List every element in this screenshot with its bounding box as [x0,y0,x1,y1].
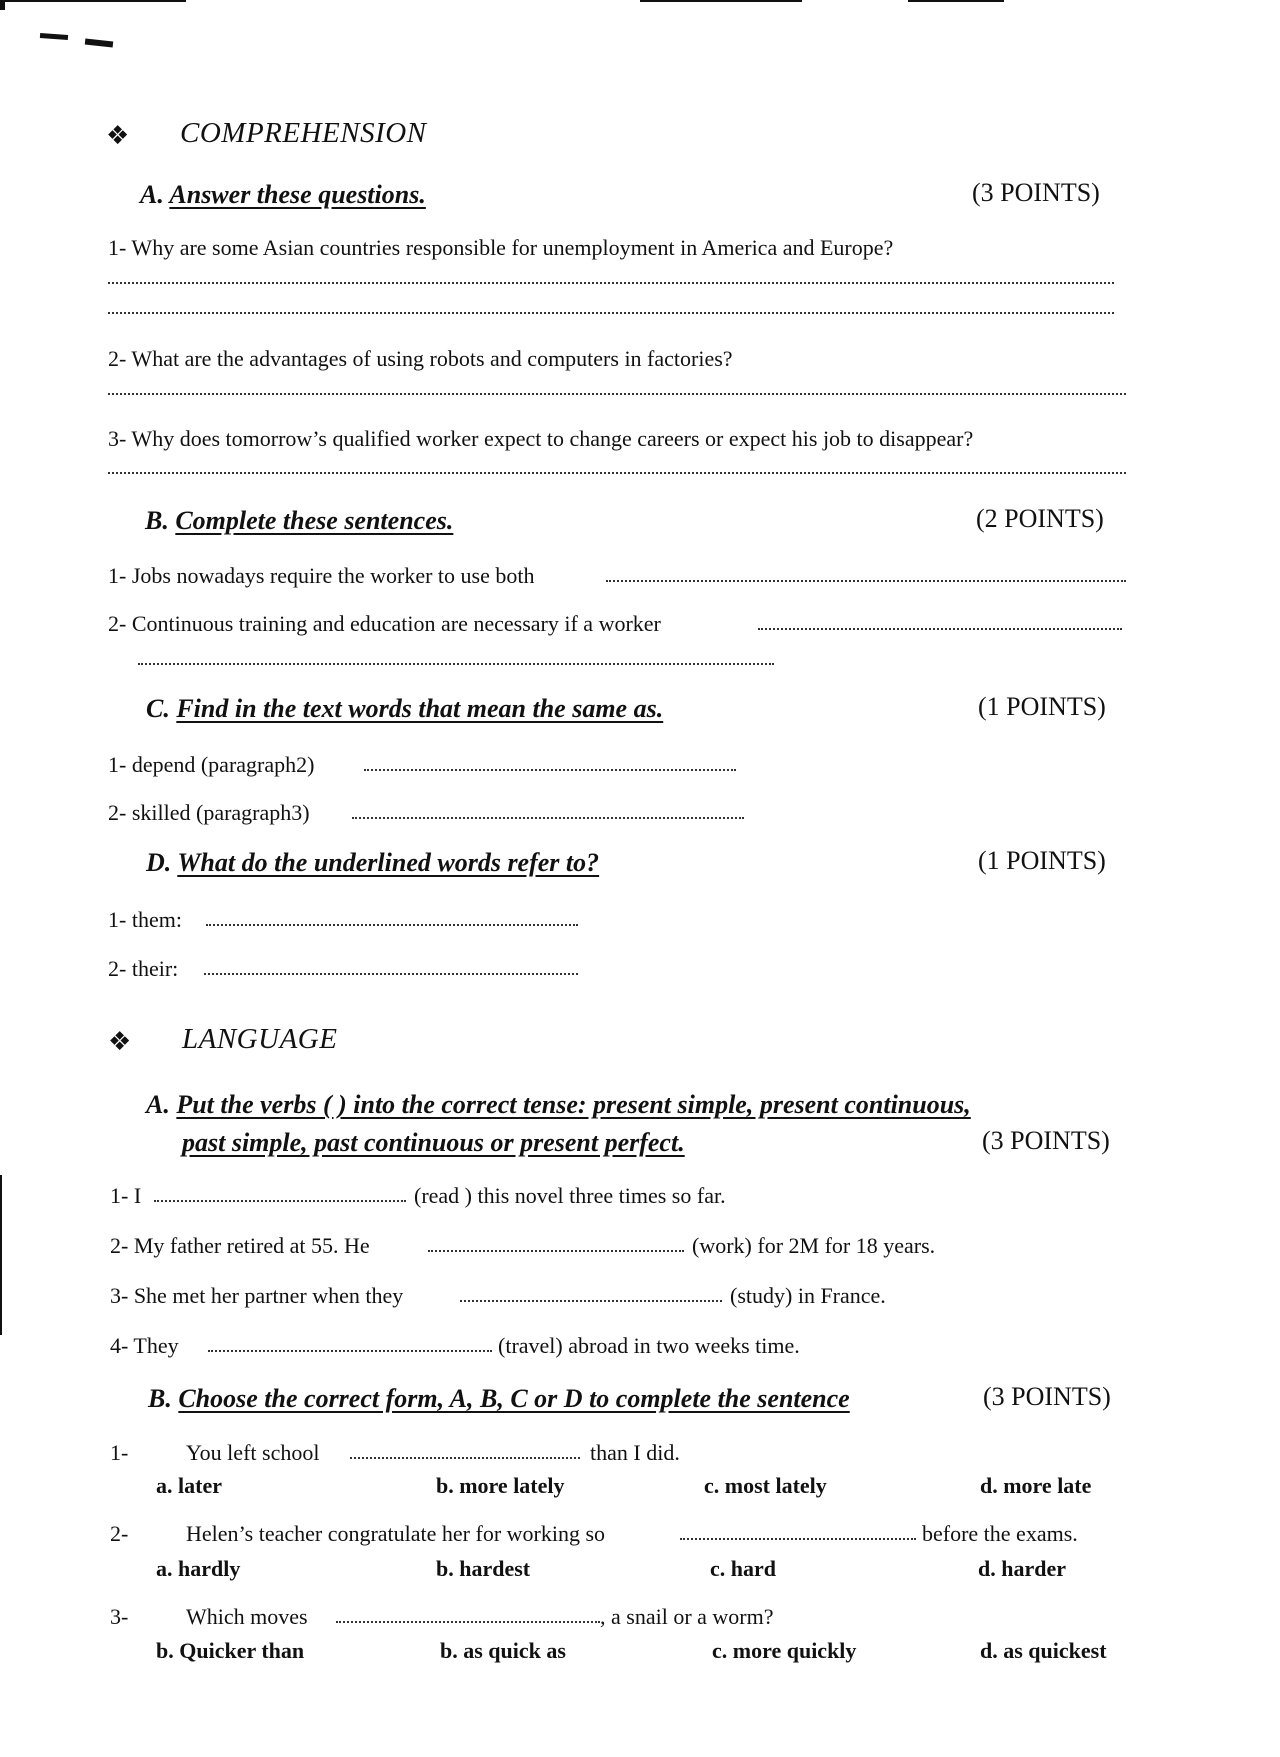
comp-a-points: (3 POINTS) [972,178,1100,207]
lang-b-q1-post: than I did. [590,1440,680,1465]
scan-artifact-dash-1 [40,33,68,40]
scan-artifact-corner [0,0,5,10]
lang-b-q2-option-b[interactable]: b. hardest [436,1556,531,1581]
comp-d-heading: D. What do the underlined words refer to? [146,848,600,877]
comp-a-q1: 1- Why are some Asian countries responsible for unemployment in America and Europe? [108,235,894,260]
lang-b-q3-option-d[interactable]: d. as quickest [980,1638,1107,1663]
lang-a-item-2-post: (work) for 2M for 18 years. [692,1233,936,1258]
comp-d-r2: 2- their: [108,956,179,981]
lang-b-q3-option-b[interactable]: b. as quick as [440,1638,566,1663]
comp-a-q2: 2- What are the advantages of using robots and computers in factories? [108,346,733,371]
lang-a-heading-line2: past simple, past continuous or present perfect. [182,1128,685,1157]
lang-b-q3-option-a[interactable]: b. Quicker than [156,1638,305,1663]
lang-b-points: (3 POINTS) [983,1382,1111,1411]
answer-line[interactable] [352,817,744,819]
lang-a-item-3-post: (study) in France. [730,1283,886,1308]
comp-d-r1: 1- them: [108,907,182,932]
scan-artifact-left-edge [0,1175,2,1335]
scan-artifact-top-right [908,0,1004,2]
lang-b-q1-option-d[interactable]: d. more late [980,1473,1092,1498]
comp-c-w2: 2- skilled (paragraph3) [108,800,310,825]
lang-b-heading: B. Choose the correct form, A, B, C or D to complete the sentence [148,1384,850,1413]
comprehension-title: COMPREHENSION [180,117,427,149]
answer-line[interactable] [206,924,578,926]
lang-b-q2-option-a[interactable]: a. hardly [156,1556,241,1581]
answer-line[interactable] [336,1621,600,1623]
comp-b-s2: 2- Continuous training and education are necessary if a worker [108,611,661,636]
scan-artifact-top-mid [640,0,802,2]
lang-b-q1-pre: You left school [186,1440,320,1465]
diamond-bullet-icon: ❖ [106,121,130,151]
lang-b-q1-option-b[interactable]: b. more lately [436,1473,565,1498]
lang-a-item-1-pre: 1- I [110,1183,142,1208]
answer-line[interactable] [350,1457,580,1459]
answer-line[interactable] [428,1250,684,1252]
scan-artifact-dash-2 [85,39,113,48]
answer-line[interactable] [758,628,1122,630]
answer-line[interactable] [208,1350,492,1352]
comp-b-s1: 1- Jobs nowadays require the worker to use both [108,563,535,588]
answer-line[interactable] [364,769,736,771]
comp-c-points: (1 POINTS) [978,692,1106,721]
answer-line[interactable] [108,393,1126,395]
lang-b-q3-pre: Which moves [186,1604,308,1629]
comp-a-q3: 3- Why does tomorrow’s qualified worker expect to change careers or expect his job to disappear? [108,426,974,451]
comp-c-heading: C. Find in the text words that mean the same as. [146,694,664,723]
lang-b-q3-option-c[interactable]: c. more quickly [712,1638,857,1663]
answer-line[interactable] [680,1538,916,1540]
scan-artifact-top-left [0,0,186,2]
language-title: LANGUAGE [182,1023,338,1055]
answer-line[interactable] [606,580,1126,582]
answer-line[interactable] [460,1300,722,1302]
diamond-bullet-icon: ❖ [108,1027,132,1057]
lang-a-item-4-post: (travel) abroad in two weeks time. [498,1333,800,1358]
lang-b-q1-number: 1- [110,1440,129,1465]
comp-d-points: (1 POINTS) [978,846,1106,875]
answer-line[interactable] [108,312,1114,314]
lang-b-q2-post: before the exams. [922,1521,1078,1546]
lang-b-q3-post: , a snail or a worm? [600,1604,774,1629]
lang-a-item-1-post: (read ) this novel three times so far. [414,1183,726,1208]
lang-b-q2-pre: Helen’s teacher congratulate her for working so [186,1521,606,1546]
lang-a-heading-line1: A. Put the verbs ( ) into the correct tense: present simple, present continuous, [146,1090,971,1119]
lang-a-points: (3 POINTS) [982,1126,1110,1155]
lang-b-q1-option-a[interactable]: a. later [156,1473,222,1498]
comp-b-heading: B. Complete these sentences. [145,506,454,535]
lang-a-item-4-pre: 4- They [110,1333,179,1358]
answer-line[interactable] [108,282,1114,284]
answer-line[interactable] [154,1200,406,1202]
lang-a-item-2-pre: 2- My father retired at 55. He [110,1233,370,1258]
comp-a-heading: A. Answer these questions. [140,180,426,209]
lang-b-q3-number: 3- [110,1604,129,1629]
lang-b-q2-option-d[interactable]: d. harder [978,1556,1066,1581]
answer-line[interactable] [108,472,1126,474]
comp-b-points: (2 POINTS) [976,504,1104,533]
lang-b-q2-option-c[interactable]: c. hard [710,1556,776,1581]
lang-b-q2-number: 2- [110,1521,129,1546]
answer-line[interactable] [138,663,774,665]
comp-c-w1: 1- depend (paragraph2) [108,752,315,777]
answer-line[interactable] [204,973,578,975]
lang-a-item-3-pre: 3- She met her partner when they [110,1283,404,1308]
lang-b-q1-option-c[interactable]: c. most lately [704,1473,827,1498]
